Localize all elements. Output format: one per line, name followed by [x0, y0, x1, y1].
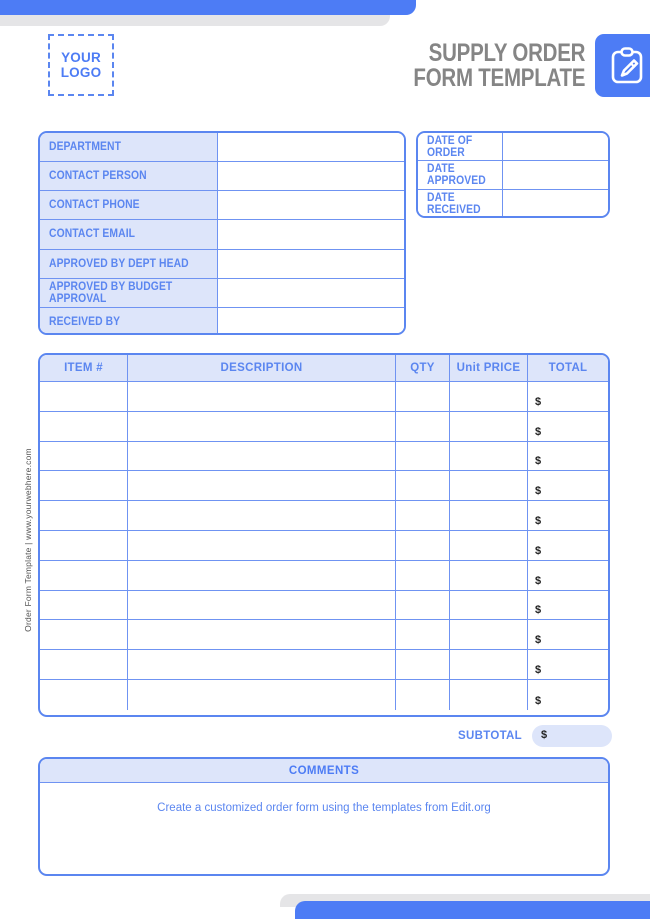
cell-unit-price[interactable] — [450, 382, 528, 411]
cell-total[interactable] — [528, 561, 608, 590]
table-row — [40, 382, 608, 412]
bottom-blue-decoration-bar — [295, 901, 650, 919]
form-row — [418, 190, 608, 218]
comments-text[interactable]: Create a customized order form using the templates from Edit.org — [157, 802, 491, 814]
currency-symbol: $ — [541, 729, 548, 741]
form-row — [40, 133, 404, 162]
cell-qty[interactable] — [396, 442, 450, 471]
cell-item[interactable] — [40, 650, 128, 679]
table-row — [40, 650, 608, 680]
field-label-date-received: DATE RECEIVED — [418, 190, 503, 218]
comments-box — [38, 757, 610, 876]
cell-description[interactable] — [128, 531, 396, 560]
cell-total[interactable] — [528, 620, 608, 649]
cell-description[interactable] — [128, 382, 396, 411]
form-row — [40, 250, 404, 279]
field-label-approved-by-budget-approval: APPROVED BY BUDGET APPROVAL — [40, 279, 218, 307]
currency-symbol: $ — [535, 425, 542, 438]
currency-symbol: $ — [535, 604, 542, 617]
cell-item[interactable] — [40, 471, 128, 500]
table-row — [40, 471, 608, 501]
logo-placeholder[interactable] — [48, 34, 114, 96]
cell-unit-price[interactable] — [450, 650, 528, 679]
page-header — [0, 34, 650, 104]
currency-symbol: $ — [535, 455, 542, 468]
cell-item[interactable] — [40, 442, 128, 471]
cell-qty[interactable] — [396, 501, 450, 530]
field-label-contact-phone: CONTACT PHONE — [40, 191, 218, 219]
cell-description[interactable] — [128, 680, 396, 710]
currency-symbol: $ — [535, 395, 542, 408]
cell-item[interactable] — [40, 561, 128, 590]
cell-item[interactable] — [40, 531, 128, 560]
field-input-contact-person[interactable] — [218, 162, 404, 190]
cell-qty[interactable] — [396, 531, 450, 560]
form-row — [40, 308, 404, 335]
comments-heading: COMMENTS — [40, 759, 608, 783]
cell-unit-price[interactable] — [450, 680, 528, 710]
cell-description[interactable] — [128, 620, 396, 649]
subtotal-label: SUBTOTAL — [458, 730, 522, 742]
cell-total[interactable] — [528, 680, 608, 710]
cell-total[interactable] — [528, 442, 608, 471]
cell-total[interactable] — [528, 382, 608, 411]
cell-qty[interactable] — [396, 620, 450, 649]
column-header-total: TOTAL — [548, 362, 588, 374]
table-header-row — [40, 355, 608, 382]
field-input-approved-by-dept-head[interactable] — [218, 250, 404, 278]
dates-box — [416, 131, 610, 218]
table-row — [40, 591, 608, 621]
field-label-date-approved: DATE APPROVED — [418, 161, 503, 188]
table-row — [40, 442, 608, 472]
cell-total[interactable] — [528, 471, 608, 500]
cell-unit-price[interactable] — [450, 442, 528, 471]
page-title — [413, 38, 589, 92]
cell-unit-price[interactable] — [450, 531, 528, 560]
field-input-received-by[interactable] — [218, 308, 404, 335]
currency-symbol: $ — [535, 544, 542, 557]
subtotal-input[interactable] — [532, 725, 612, 747]
top-gray-decoration-bar — [0, 15, 390, 26]
cell-unit-price[interactable] — [450, 501, 528, 530]
form-row — [40, 220, 404, 249]
field-label-department: DEPARTMENT — [40, 133, 218, 161]
table-row — [40, 412, 608, 442]
currency-symbol: $ — [535, 694, 542, 707]
page-title-line-2: FORM TEMPLATE — [413, 63, 586, 92]
field-input-contact-email[interactable] — [218, 220, 404, 248]
currency-symbol: $ — [535, 574, 542, 587]
column-header-unit-price: Unit PRICE — [450, 355, 528, 381]
field-label-contact-email: CONTACT EMAIL — [40, 220, 218, 248]
cell-total[interactable] — [528, 412, 608, 441]
cell-description[interactable] — [128, 501, 396, 530]
table-row — [40, 501, 608, 531]
currency-symbol: $ — [535, 663, 542, 676]
table-body — [40, 382, 608, 710]
cell-unit-price[interactable] — [450, 561, 528, 590]
field-label-received-by: RECEIVED BY — [40, 308, 218, 335]
cell-unit-price[interactable] — [450, 620, 528, 649]
field-label-date-of-order: DATE OF ORDER — [418, 133, 503, 160]
cell-unit-price[interactable] — [450, 471, 528, 500]
cell-unit-price[interactable] — [450, 591, 528, 620]
cell-total[interactable] — [528, 531, 608, 560]
field-input-approved-by-budget-approval[interactable] — [218, 279, 404, 307]
field-input-date-approved[interactable] — [503, 161, 608, 188]
cell-description[interactable] — [128, 591, 396, 620]
field-input-date-received[interactable] — [503, 190, 608, 218]
items-table — [38, 353, 610, 717]
field-label-approved-by-dept-head: APPROVED BY DEPT HEAD — [40, 250, 218, 278]
form-row — [40, 162, 404, 191]
table-row — [40, 680, 608, 710]
field-input-date-of-order[interactable] — [503, 133, 608, 160]
form-row — [418, 161, 608, 189]
cell-unit-price[interactable] — [450, 412, 528, 441]
subtotal-row — [400, 724, 612, 748]
table-row — [40, 561, 608, 591]
cell-description[interactable] — [128, 442, 396, 471]
cell-description[interactable] — [128, 561, 396, 590]
cell-description[interactable] — [128, 471, 396, 500]
column-header-description: DESCRIPTION — [128, 355, 396, 381]
cell-description[interactable] — [128, 650, 396, 679]
top-blue-decoration-bar — [0, 0, 416, 15]
cell-qty[interactable] — [396, 680, 450, 710]
currency-symbol: $ — [535, 514, 542, 527]
logo-line-2: LOGO — [60, 65, 102, 80]
title-block — [375, 34, 650, 97]
field-input-contact-phone[interactable] — [218, 191, 404, 219]
field-label-contact-person: CONTACT PERSON — [40, 162, 218, 190]
clipboard-pencil-icon — [595, 34, 650, 97]
cell-qty[interactable] — [396, 382, 450, 411]
side-watermark-text: Order Form Template | www.yourwebhere.com — [23, 448, 33, 632]
column-header-item: ITEM # — [40, 355, 128, 381]
cell-qty[interactable] — [396, 471, 450, 500]
form-row — [40, 191, 404, 220]
cell-item[interactable] — [40, 412, 128, 441]
cell-qty[interactable] — [396, 561, 450, 590]
cell-total[interactable] — [528, 501, 608, 530]
page-title-line-1: SUPPLY ORDER — [429, 38, 586, 67]
form-row — [40, 279, 404, 308]
cell-total[interactable] — [528, 591, 608, 620]
currency-symbol: $ — [535, 485, 542, 498]
cell-item[interactable] — [40, 620, 128, 649]
logo-line-1: YOUR — [61, 50, 101, 65]
cell-item[interactable] — [40, 680, 128, 710]
column-header-qty: QTY — [396, 355, 450, 381]
cell-total[interactable] — [528, 650, 608, 679]
table-row — [40, 620, 608, 650]
form-row — [418, 133, 608, 161]
contact-info-box — [38, 131, 406, 335]
currency-symbol: $ — [535, 634, 542, 647]
table-row — [40, 531, 608, 561]
cell-description[interactable] — [128, 412, 396, 441]
cell-item[interactable] — [40, 382, 128, 411]
cell-item[interactable] — [40, 501, 128, 530]
cell-item[interactable] — [40, 591, 128, 620]
cell-qty[interactable] — [396, 412, 450, 441]
cell-qty[interactable] — [396, 650, 450, 679]
cell-qty[interactable] — [396, 591, 450, 620]
field-input-department[interactable] — [218, 133, 404, 161]
